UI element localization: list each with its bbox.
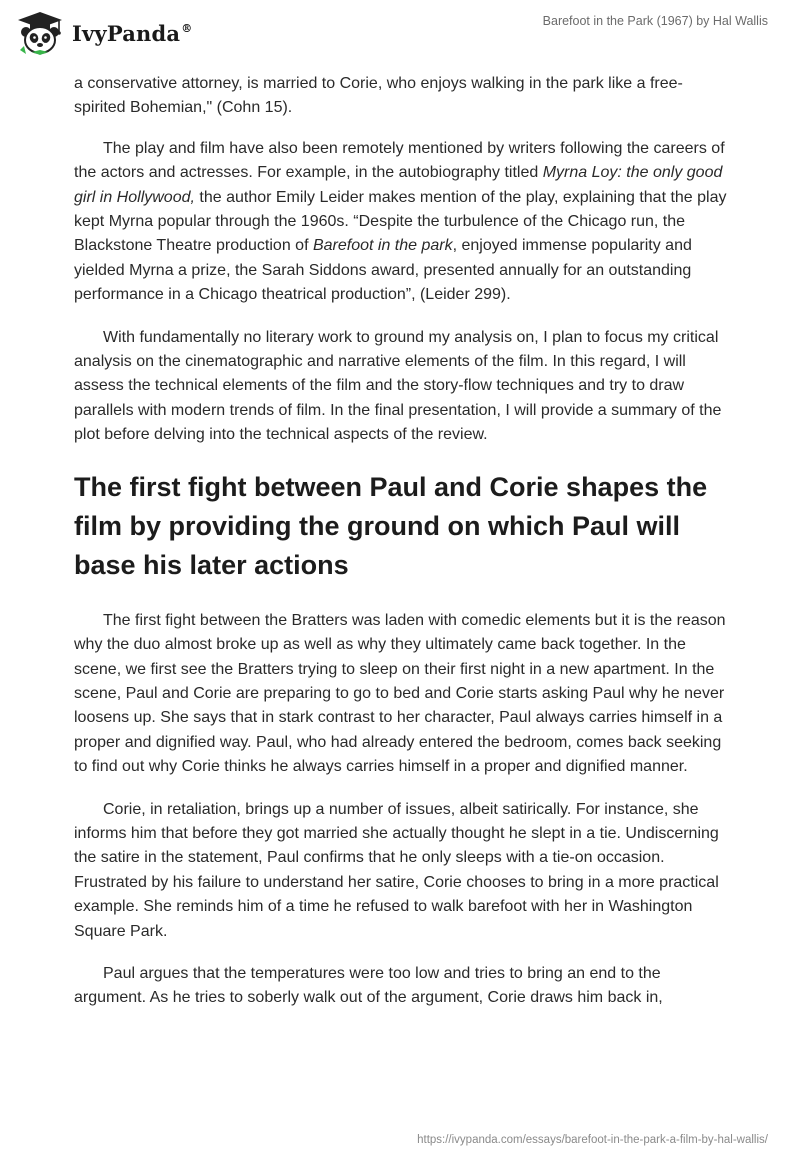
paragraph-continuation: a conservative attorney, is married to Corie, who enjoys walking in the park like a free-spirited Bohemian," (Cohn 15). xyxy=(74,75,683,117)
paragraph: The first fight between the Bratters was laden with comedic elements but it is the reason why the duo almost broke up as well as why they ultimately came back together. In the scene, we first see the Bratters trying to sleep on their first night in a new apartment. In the scene, Paul and Corie are preparing to go to bed and Corie starts asking Paul why he never loosens up. She says that in stark contrast to her character, Paul always carries himself in a proper and dignified way. Paul, who had already entered the bedroom, comes back seeking to find out why Corie thinks he always carries himself in a proper and dignified manner. xyxy=(74,611,726,776)
panda-graduate-icon xyxy=(14,10,66,56)
book-title-myrna-loy: Myrna Loy: the only good girl in Hollywood, xyxy=(74,164,723,206)
ivypanda-logo[interactable] xyxy=(14,10,192,56)
paragraph: Paul argues that the temperatures were too low and tries to bring an end to the argument. As he tries to soberly walk out of the argument, Corie draws him back in, xyxy=(74,964,663,1007)
essay-body xyxy=(74,72,730,1029)
logo-wordmark: IvyPanda® xyxy=(72,20,193,46)
source-url-link[interactable]: https://ivypanda.com/essays/barefoot-in-the-park-a-film-by-hal-wallis/ xyxy=(417,1134,768,1146)
page-header xyxy=(0,0,800,70)
paragraph: The play and film have also been remotely mentioned by writers following the careers of the actors and actresses. For example, in the autobiography titled Myrna Loy: the only good girl in Hollywood, the author Emily Leider makes mention of the play, explaining that the play kept Myrna popular through the 1960s. “Despite the turbulence of the Chicago run, the Blackstone Theatre production of Barefoot in the park, enjoyed immense popularity and yielded Myrna a prize, the Sarah Siddons award, presented annually for an outstanding performance in a Chicago theatrical production”, (Leider 299). xyxy=(74,139,727,304)
play-title: Barefoot in the park xyxy=(312,237,453,255)
section-heading: The first fight between Paul and Corie shapes the film by providing the ground on which Paul will base his later actions xyxy=(74,471,708,580)
paragraph: Corie, in retaliation, brings up a number of issues, albeit satirically. For instance, she informs him that before they got married she actually thought he slept in a tie. Undiscerning the satire in the statement, Paul confirms that he only sleeps with a tie-on occasion. Frustrated by his failure to understand her satire, Corie chooses to bring in a more practical example. She reminds him of a time he refused to walk barefoot with her in Washington Square Park. xyxy=(74,800,719,940)
document-title: Barefoot in the Park (1967) by Hal Wallis xyxy=(542,14,768,28)
paragraph: With fundamentally no literary work to ground my analysis on, I plan to focus my critical analysis on the cinematographic and narrative elements of the film. In this regard, I will assess the technical elements of the film and the story-flow techniques and try to draw parallels with modern trends of film. In the final presentation, I will provide a summary of the plot before delving into the technical aspects of the review. xyxy=(74,328,722,444)
